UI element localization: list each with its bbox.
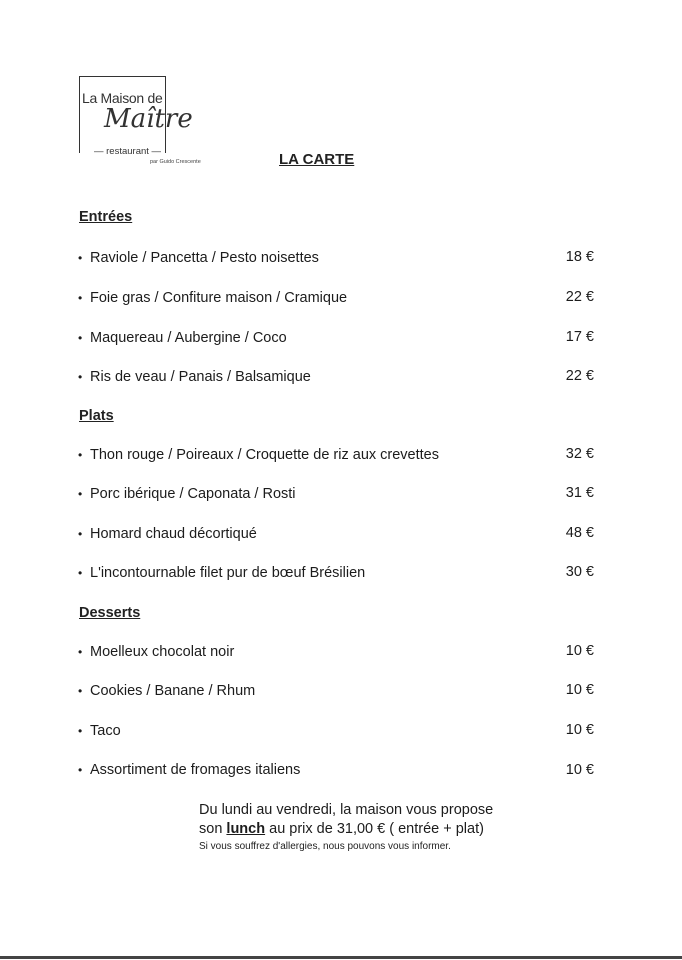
menu-item xyxy=(78,762,300,778)
menu-item xyxy=(78,330,287,346)
menu-item-price: 30 € xyxy=(565,564,594,580)
menu-item-price: 31 € xyxy=(565,485,594,501)
lunch-note-suffix: au prix de 31,00 € ( entrée + plat) xyxy=(269,821,484,837)
menu-item-price: 10 € xyxy=(565,643,594,659)
bullet-icon: • xyxy=(78,331,83,345)
menu-item-price: 17 € xyxy=(565,329,594,345)
bullet-icon: • xyxy=(78,448,83,462)
bullet-icon: • xyxy=(78,527,83,541)
bullet-icon: • xyxy=(78,370,83,384)
menu-item-name: L'incontournable filet pur de bœuf Brésilien xyxy=(90,565,366,581)
menu-item xyxy=(78,447,439,463)
menu-item xyxy=(78,644,234,660)
bullet-icon: • xyxy=(78,684,83,698)
menu-item-name: Assortiment de fromages italiens xyxy=(90,762,301,778)
lunch-note-line2 xyxy=(199,821,484,837)
menu-item xyxy=(78,486,296,502)
menu-item-price: 18 € xyxy=(565,249,594,265)
bullet-icon: • xyxy=(78,487,83,501)
bullet-icon: • xyxy=(78,645,83,659)
menu-item-price: 10 € xyxy=(565,722,594,738)
section-heading-desserts: Desserts xyxy=(79,605,141,621)
menu-item-price: 48 € xyxy=(565,525,594,541)
lunch-note-line1: Du lundi au vendredi, la maison vous propose xyxy=(199,802,494,818)
section-heading-plats: Plats xyxy=(79,408,114,424)
menu-item-name: Homard chaud décortiqué xyxy=(90,526,257,542)
logo-text: La Maison de xyxy=(82,90,163,106)
menu-item-name: Taco xyxy=(90,723,121,739)
bullet-icon: • xyxy=(78,724,83,738)
menu-item xyxy=(78,250,319,266)
menu-item-name: Thon rouge / Poireaux / Croquette de riz aux crevettes xyxy=(90,447,439,463)
lunch-keyword: lunch xyxy=(226,821,266,837)
page-title: LA CARTE xyxy=(279,151,355,168)
menu-item-price: 32 € xyxy=(565,446,594,462)
bullet-icon: • xyxy=(78,291,83,305)
menu-item xyxy=(78,369,311,385)
menu-item-name: Raviole / Pancetta / Pesto noisettes xyxy=(90,250,319,266)
allergy-note: Si vous souffrez d'allergies, nous pouvons vous informer. xyxy=(199,841,451,852)
menu-item xyxy=(78,683,255,699)
bullet-icon: • xyxy=(78,251,83,265)
menu-item-name: Porc ibérique / Caponata / Rosti xyxy=(90,486,296,502)
menu-item-price: 10 € xyxy=(565,682,594,698)
section-heading-entrees: Entrées xyxy=(79,209,133,225)
menu-item-name: Cookies / Banane / Rhum xyxy=(90,683,256,699)
bullet-icon: • xyxy=(78,763,83,777)
menu-item-name: Ris de veau / Panais / Balsamique xyxy=(90,369,311,385)
logo-script-text: Maître xyxy=(104,104,193,134)
menu-item-name: Maquereau / Aubergine / Coco xyxy=(90,330,287,346)
bottom-divider xyxy=(0,956,682,959)
menu-item-name: Moelleux chocolat noir xyxy=(90,644,235,660)
menu-item-name: Foie gras / Confiture maison / Cramique xyxy=(90,290,348,306)
lunch-note-prefix: son xyxy=(199,821,223,837)
menu-item xyxy=(78,565,365,581)
bullet-icon: • xyxy=(78,566,83,580)
menu-item xyxy=(78,290,347,306)
logo-byline: par Guido Crescente xyxy=(150,159,201,165)
menu-item-price: 10 € xyxy=(565,762,594,778)
menu-item xyxy=(78,526,257,542)
menu-item xyxy=(78,723,121,739)
menu-item-price: 22 € xyxy=(565,289,594,305)
logo-restaurant-text: — restaurant — xyxy=(94,146,162,157)
menu-item-price: 22 € xyxy=(565,368,594,384)
